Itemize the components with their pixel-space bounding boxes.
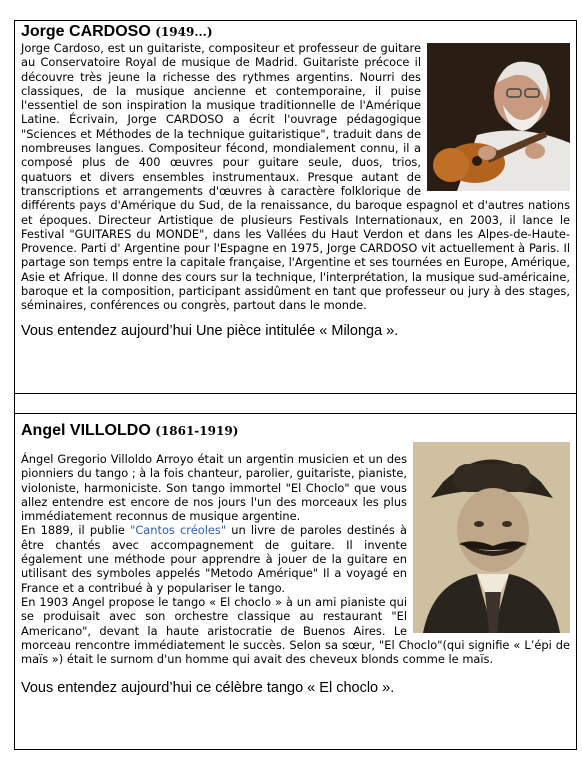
composer-heading <box>21 23 570 41</box>
paragraph-text: En 1889, il publie <box>21 523 131 538</box>
cardoso-biography: Jorge Cardoso, est un guitariste, compositeur et professeur de guitare au Conservatoire Royal de musique de Madrid. Guitariste précoce il découvre très jeune la richesse des rythmes argentins. Nourri des classiques, de la musique ancienne et contemporaine, il puise l'essentiel de son inspiration la musique traditionnelle de l'Amérique Latine. Écrivain, Jorge CARDOSO a écrit l'ouvrage pédagogique "Sciences et Méthodes de la technique guitaristique", traduit dans de nombreuses langues. Compositeur fécond, mondialement connu, il a composé plus de 400 œuvres pour guitare seule, duos, trios, quatuors et divers ensembles instrumentaux. Presque autant de transcriptions et arrangements d'œuvres à caractère folklorique de différents pays d'Amérique du Sud, de la renaissance, du baroque espagnol et d'autres nations et époques. Directeur Artistique de plusieurs Festivals Internationaux, en 2003, il lance le Festival "GUITARES du MONDE", dans les Vallées du Haut Verdon et dans les Alpes-de-Haute-Provence. Parti d' Argentine pour l'Espagne en 1975, Jorge CARDOSO vit actuellement à Paris. Il partage son temps entre la capitale française, l'Argentine et ses tournées en Europe, Amérique, Asie et Afrique. Il donne des cours sur la technique, l'interprétation, la musique sud-américaine, baroque et la composition, participant assidûment en tant que professeur ou jury à des stages, séminaires, conférences ou congrès, partout dans le monde. <box>21 41 570 313</box>
cardoso-photo <box>427 43 570 191</box>
cantos-creoles-link[interactable]: "Cantos créoles" <box>130 523 227 538</box>
villoldo-paragraph-3: En 1903 Angel propose le tango « El choclo » à un ami pianiste qui se produisait avec son orchestre classique au restaurant "El Americano", devant la haute aristocratie de Buenos Aires. Le morceau rencontre immédiatement le succès. Selon sa sœur, "El Choclo"(qui signifie « L’épi de maïs ») était le surnom d'un homme qui avait des cheveux blonds comme le maïs. <box>21 594 570 667</box>
villoldo-closing: Vous entendez aujourd’hui ce célèbre tango « El choclo ». <box>21 680 395 697</box>
paragraph-text: un livre de paroles destinés à être chantés avec accompagnement de guitare. Il invente également une méthode pour apprendre à jouer de la guitare en utilisant des symboles appelés "Metodo Amérique" Il a voyagé en France et a contribué à y populariser le tango. <box>21 523 407 595</box>
composer-dates: (1949...) <box>155 25 213 39</box>
villoldo-paragraph-1: Ángel Gregorio Villoldo Arroyo était un argentin musicien et un des pionniers du tango ; à la fois chanteur, parolier, guitariste, pianiste, violoniste, harmoniciste. Son tango immortel "El Choclo" que vous allez entendre est encore de nos jours l'un des morceaux les plus immédiatement reconnus de musique argentine. <box>21 452 407 524</box>
composer-dates: (1861-1919) <box>155 424 239 438</box>
composer-heading <box>21 422 570 440</box>
entry-villoldo <box>14 413 577 750</box>
spacer <box>14 394 577 413</box>
composer-name: Jorge CARDOSO <box>21 23 151 40</box>
entry-cardoso <box>14 20 577 394</box>
composer-name: Angel VILLOLDO <box>21 422 151 439</box>
villoldo-photo <box>413 442 570 633</box>
cardoso-closing: Vous entendez aujourd’hui Une pièce intitulée « Milonga ». <box>21 322 399 339</box>
